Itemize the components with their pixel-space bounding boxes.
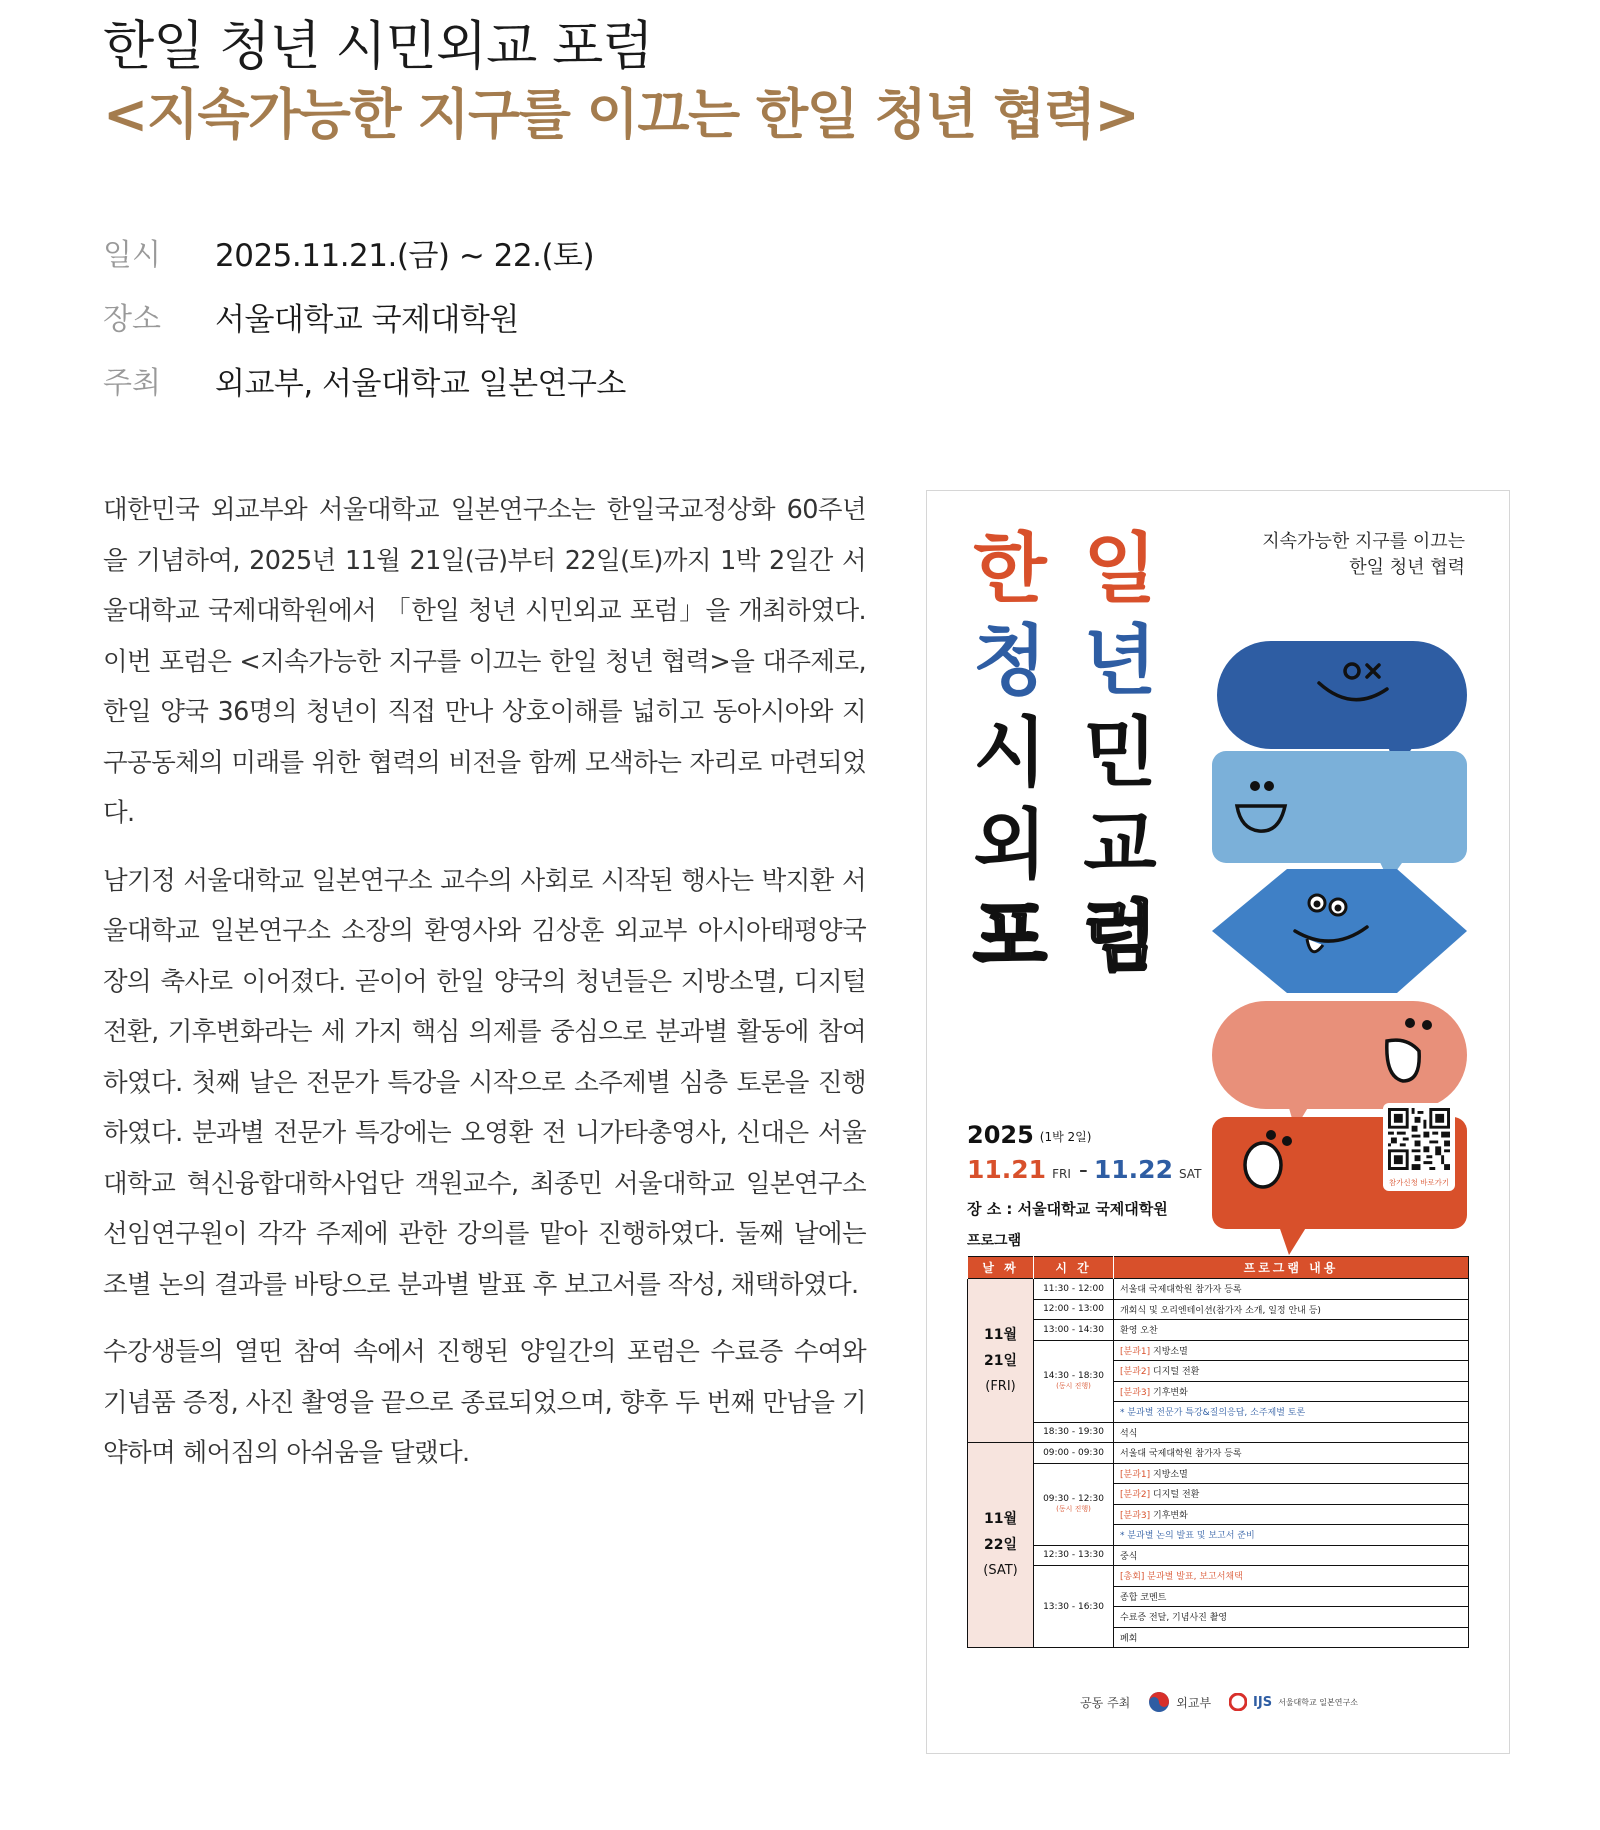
poster-tagline-line: 한일 청년 협력 [1349,557,1465,578]
session-name: 기후변화 [1153,1510,1188,1521]
session-tag: [분과2] [1120,1490,1151,1501]
ijs-emblem-icon [1229,1693,1247,1711]
table-row [968,1299,1469,1320]
day-date: 22일 [983,1537,1017,1553]
table-row [968,1545,1469,1566]
table-row [968,1340,1469,1361]
poster-title-char: 교 [1083,800,1157,889]
poster-title-char: 일 [1083,524,1157,613]
day-dow: (SAT) [983,1563,1018,1578]
content-cell [1114,1504,1469,1525]
poster-footer [927,1691,1510,1713]
ijs-name: 서울대학교 일본연구소 [1278,1697,1358,1707]
info-label: 일시 [103,238,161,273]
content-cell [1114,1340,1469,1361]
content-cell: 종합 코멘트 [1114,1586,1469,1607]
header-content: 프로그램 내용 [1114,1257,1469,1279]
content-cell: 중식 [1114,1545,1469,1566]
day-date: 21일 [983,1352,1017,1369]
poster-title-char: 포 [973,892,1047,981]
session-tag: [분과2] [1120,1367,1151,1378]
poster-tagline [1262,529,1465,581]
qr-code[interactable] [1383,1103,1455,1191]
content-cell: 수료증 전달, 기념사진 촬영 [1114,1607,1469,1628]
poster-title-row [965,707,1165,799]
poster-title-char: 외 [973,800,1047,889]
content-cell: 서울대 국제대학원 참가자 등록 [1114,1279,1469,1300]
poster-title-char: 민 [1083,708,1157,797]
bubble-dark-blue [1217,641,1467,749]
poster-tagline-line: 지속가능한 지구를 이끄는 [1262,531,1465,552]
time-cell: 11:30 - 12:00 [1034,1279,1114,1300]
table-row [968,1566,1469,1587]
event-poster [926,490,1510,1754]
day-month: 11월 [983,1326,1017,1343]
program-label: 프로그램 [967,1233,1022,1249]
article-paragraph: 수강생들의 열띤 참여 속에서 진행된 양일간의 포럼은 수료증 수여와 기념품 증정, 사진 촬영을 끝으로 종료되었으며, 향후 두 번째 만남을 기약하며 헤어짐의 아쉬움을 달랬다. [103,1337,866,1468]
session-tag: [분과3] [1120,1510,1151,1521]
info-row-venue [103,284,626,348]
date-start: 11.21 [967,1155,1047,1184]
content-cell: * 분과별 논의 발표 및 보고서 준비 [1114,1525,1469,1546]
event-info [103,220,626,412]
poster-title-row [965,615,1165,707]
simultaneous-note: (동시 진행) [1056,1505,1091,1513]
bubble-mid-blue [1212,869,1467,993]
time-cell: 12:30 - 13:30 [1034,1545,1114,1566]
content-cell: 개회식 및 오리엔테이션(참가자 소개, 일정 안내 등) [1114,1299,1469,1320]
content-cell [1114,1381,1469,1402]
poster-title-char: 한 [973,524,1047,613]
session-name: 디지털 전환 [1153,1367,1200,1378]
content-cell [1114,1463,1469,1484]
session-name: 지방소멸 [1153,1346,1188,1357]
day-month: 11월 [983,1511,1017,1527]
table-header-row [968,1257,1469,1279]
poster-big-title [965,523,1165,983]
time-cell: 18:30 - 19:30 [1034,1422,1114,1443]
session-tag: [분과1] [1120,1346,1151,1357]
day-end: SAT [1178,1167,1202,1181]
session-tag: [분과1] [1120,1469,1151,1480]
header-date: 날 짜 [968,1257,1034,1279]
info-row-date [103,220,626,284]
year-value: 2025 [967,1121,1034,1149]
header-time: 시 간 [1034,1257,1114,1279]
poster-dates [967,1155,1209,1184]
table-row [968,1443,1469,1464]
content-cell: [총회] 분과별 발표, 보고서채택 [1114,1566,1469,1587]
table-row [968,1320,1469,1341]
info-row-host [103,348,626,412]
qr-pattern [1388,1108,1450,1170]
poster-title-row [965,523,1165,615]
article-body [103,485,866,1496]
time-cell [1034,1340,1114,1422]
program-table [967,1256,1469,1648]
content-cell: * 분과별 전문가 특강&질의응답, 소주제별 토론 [1114,1402,1469,1423]
content-cell: 서울대 국제대학원 참가자 등록 [1114,1443,1469,1464]
ijs-abbr: IJS [1253,1694,1273,1710]
table-row [968,1463,1469,1484]
day-start: FRI [1052,1167,1071,1181]
time-range: 09:30 - 12:30 [1043,1494,1104,1504]
table-row [968,1422,1469,1443]
info-label: 주최 [103,366,161,401]
content-cell [1114,1484,1469,1505]
content-cell: 석식 [1114,1422,1469,1443]
article-paragraph: 대한민국 외교부와 서울대학교 일본연구소는 한일국교정상화 60주년을 기념하여, 2025년 11월 21일(금)부터 22일(토)까지 1박 2일간 서울대학교 국제대학원에서 「한일 청년 시민외교 포럼」을 개최하였다. 이번 포럼은 <지속가능한 지구를 이끄는 한일 청년 협력>을 대주제로, 한일 양국 36명의 청년이 직접 만나 상호이해를 넓히고 동아시아와 지구공동체의 미래를 위한 협력의 비전을 함께 모색하는 자리로 마련되었다. [103,495,866,828]
poster-title-char: 시 [973,708,1047,797]
cohost-label: 공동 주최 [1080,1695,1131,1710]
table-row [968,1279,1469,1300]
mofa-logo [1148,1691,1211,1713]
poster-year [967,1121,1209,1149]
poster-title-row [965,891,1165,983]
time-cell: 09:00 - 09:30 [1034,1443,1114,1464]
poster-title-char: 년 [1083,616,1157,705]
time-cell: 12:00 - 13:00 [1034,1299,1114,1320]
time-cell [1034,1463,1114,1545]
content-cell: 환영 오찬 [1114,1320,1469,1341]
time-cell: 13:00 - 14:30 [1034,1320,1114,1341]
info-value: 외교부, 서울대학교 일본연구소 [215,365,626,402]
mofa-name: 외교부 [1176,1695,1212,1710]
taegeuk-icon [1148,1691,1170,1713]
poster-venue: 장 소 : 서울대학교 국제대학원 [967,1200,1168,1218]
time-range: 14:30 - 18:30 [1043,1371,1104,1381]
article-paragraph: 남기정 서울대학교 일본연구소 교수의 사회로 시작된 행사는 박지환 서울대학교 일본연구소 소장의 환영사와 김상훈 외교부 아시아태평양국장의 축사로 이어졌다. 곧이어 한일 양국의 청년들은 지방소멸, 디지털 전환, 기후변화라는 세 가지 핵심 의제를 중심으로 분과별 활동에 참여하였다. 첫째 날은 전문가 특강을 시작으로 소주제별 심층 토론을 진행하였다. 분과별 전문가 특강에는 오영환 전 니가타총영사, 신대은 서울대학교 혁신융합대학사업단 객원교수, 최종민 서울대학교 일본연구소 선임연구원이 각각 주제에 관한 강의를 맡아 진행하였다. 둘째 날에는 조별 논의 결과를 바탕으로 분과별 발표 후 보고서를 작성, 채택하였다. [103,865,866,1300]
date-dash: - [1078,1155,1088,1184]
poster-date-block [967,1121,1209,1219]
simultaneous-note: (동시 진행) [1056,1382,1091,1390]
nights: (1박 2일) [1039,1129,1092,1144]
session-name: 지방소멸 [1153,1469,1188,1480]
info-value: 서울대학교 국제대학원 [215,301,519,338]
day-dow: (FRI) [985,1378,1016,1394]
poster-title-char: 청 [973,616,1047,705]
page-title: 한일 청년 시민외교 포럼 [103,16,653,77]
session-name: 디지털 전환 [1153,1490,1200,1501]
content-cell [1114,1361,1469,1382]
info-value: 2025.11.21.(금) ~ 22.(토) [215,237,595,274]
session-tag: [분과3] [1120,1387,1151,1398]
ijs-logo [1229,1693,1358,1711]
day-cell [968,1279,1034,1443]
poster-title-row [965,799,1165,891]
content-cell: 폐회 [1114,1627,1469,1648]
day-cell [968,1443,1034,1648]
time-cell: 13:30 - 16:30 [1034,1566,1114,1648]
session-name: 기후변화 [1153,1387,1188,1398]
date-end: 11.22 [1093,1155,1173,1184]
info-label: 장소 [103,302,161,337]
qr-caption: 참가신청 바로가기 [1388,1178,1450,1187]
page-subtitle: <지속가능한 지구를 이끄는 한일 청년 협력> [103,83,1139,146]
poster-title-char: 럼 [1083,892,1157,981]
bubble-pink [1212,1001,1467,1109]
